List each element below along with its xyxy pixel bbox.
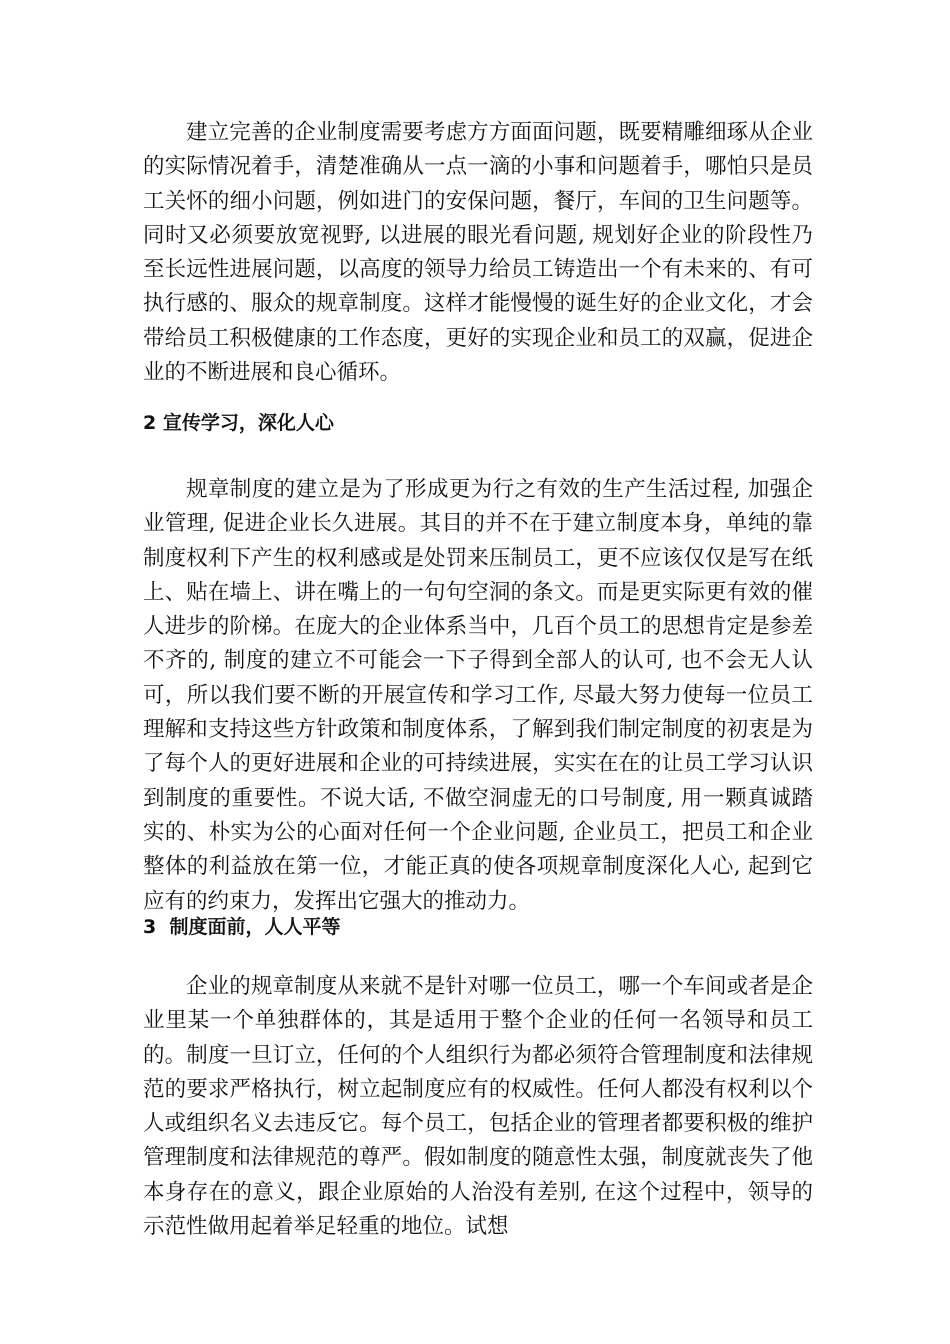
body-paragraph-1: 建立完善的企业制度需要考虑方方面面问题，既要精雕细琢从企业的实际情况着手，清楚准确从一点一滴的小事和问题着手，哪怕只是员工关怀的细小问题，例如进门的安保问题，餐厅，车间的卫生问题等。同时又必须要放宽视野, 以进展的眼光看问题, 规划好企业的阶段性乃至长远性进展问题，以高度的领导力给员工铸造出一个有未来的、有可执行感的、服众的规章制度。这样才能慢慢的诞生好的企业文化，才会带给员工积极健康的工作态度，更好的实现企业和员工的双赢，促进企业的不断进展和良心循环。 <box>143 120 813 386</box>
section-heading-2: 2 宣传学习，深化人心 <box>143 412 334 434</box>
body-paragraph-3: 企业的规章制度从来就不是针对哪一位员工，哪一个车间或者是企业里某一个单独群体的，其是适用于整个企业的任何一名领导和员工的。制度一旦订立，任何的个人组织行为都必须符合管理制度和法律规范的要求严格执行，树立起制度应有的权威性。任何人都没有权利以个人或组织名义去违反它。每个员工，包括企业的管理者都要积极的维护管理制度和法律规范的尊严。假如制度的随意性太强，制度就丧失了他本身存在的意义，跟企业原始的人治没有差别, 在这个过程中，领导的示范性做用起着举足轻重的地位。试想 <box>143 974 813 1240</box>
body-paragraph-2: 规章制度的建立是为了形成更为行之有效的生产生活过程, 加强企业管理, 促进企业长久进展。其目的并不在于建立制度本身，单纯的靠制度权利下产生的权利感或是处罚来压制员工，更不应该仅仅是写在纸上、贴在墙上、讲在嘴上的一句句空洞的条文。而是更实际更有效的催人进步的阶梯。在庞大的企业体系当中，几百个员工的思想肯定是参差不齐的, 制度的建立不可能会一下子得到全部人的认可, 也不会无人认可，所以我们要不断的开展宣传和学习工作, 尽最大努力使每一位员工理解和支持这些方针政策和制度体系，了解到我们制定制度的初衷是为了每个人的更好进展和企业的可持续进展，实实在在的让员工学习认识到制度的重要性。不说大话, 不做空洞虚无的口号制度, 用一颗真诚踏实的、朴实为公的心面对任何一个企业问题, 企业员工，把员工和企业整体的利益放在第一位，才能正真的使各项规章制度深化人心, 起到它应有的约束力，发挥出它强大的推动力。 <box>143 477 813 914</box>
section-heading-3: 3 制度面前，人人平等 <box>143 916 341 938</box>
